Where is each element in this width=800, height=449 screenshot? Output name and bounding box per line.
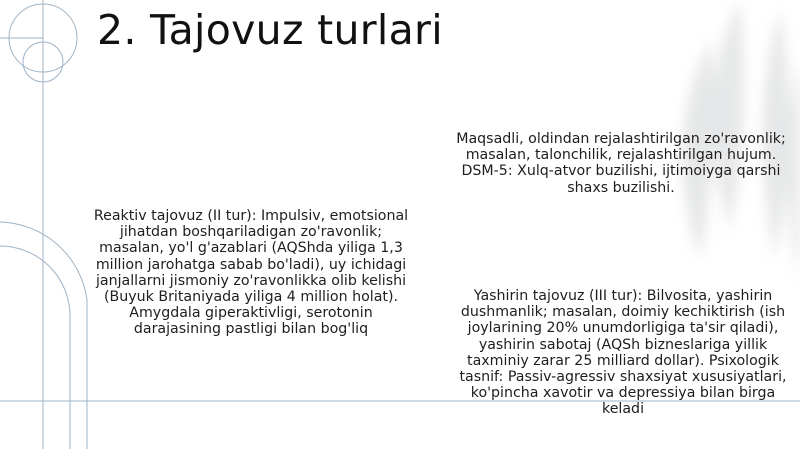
slide-title: 2. Tajovuz turlari	[97, 6, 443, 54]
hidden-aggression-text: Yashirin tajovuz (III tur): Bilvosita, yashirin dushmanlik; masalan, doimiy kechiktirish (ish joylarining 20% unumdorligiga ta'sir qiladi), yashirin sabotaj (AQSh bizneslariga yillik taxminiy zarar 25 milliard dollar). Psixologik tasnif: Passiv-agressiv shaxsiyat xususiyatlari, ko'pincha xavotir va depressiya bilan birga keladi	[459, 288, 787, 418]
deco-arch-inner	[0, 246, 70, 449]
reactive-aggression-text: Reaktiv tajovuz (II tur): Impulsiv, emotsional jihatdan boshqariladigan zo'ravonlik; masalan, yo'l g'azablari (AQShda yiliga 1,3 million jarohatga sabab bo'ladi), uy ichidagi janjallarni jismoniy zo'ravonlikka olib kelishi (Buyuk Britaniyada yiliga 4 million holat). Amygdala giperaktivligi, serotonin darajasining pastligi bilan bog'liq	[93, 208, 409, 338]
instrumental-aggression-text: Maqsadli, oldindan rejalashtirilgan zo'ravonlik; masalan, talonchilik, rejalashtirilgan hujum. DSM-5: Xulq-atvor buzilishi, ijtimoiyga qarshi shaxs buzilishi.	[456, 131, 786, 196]
